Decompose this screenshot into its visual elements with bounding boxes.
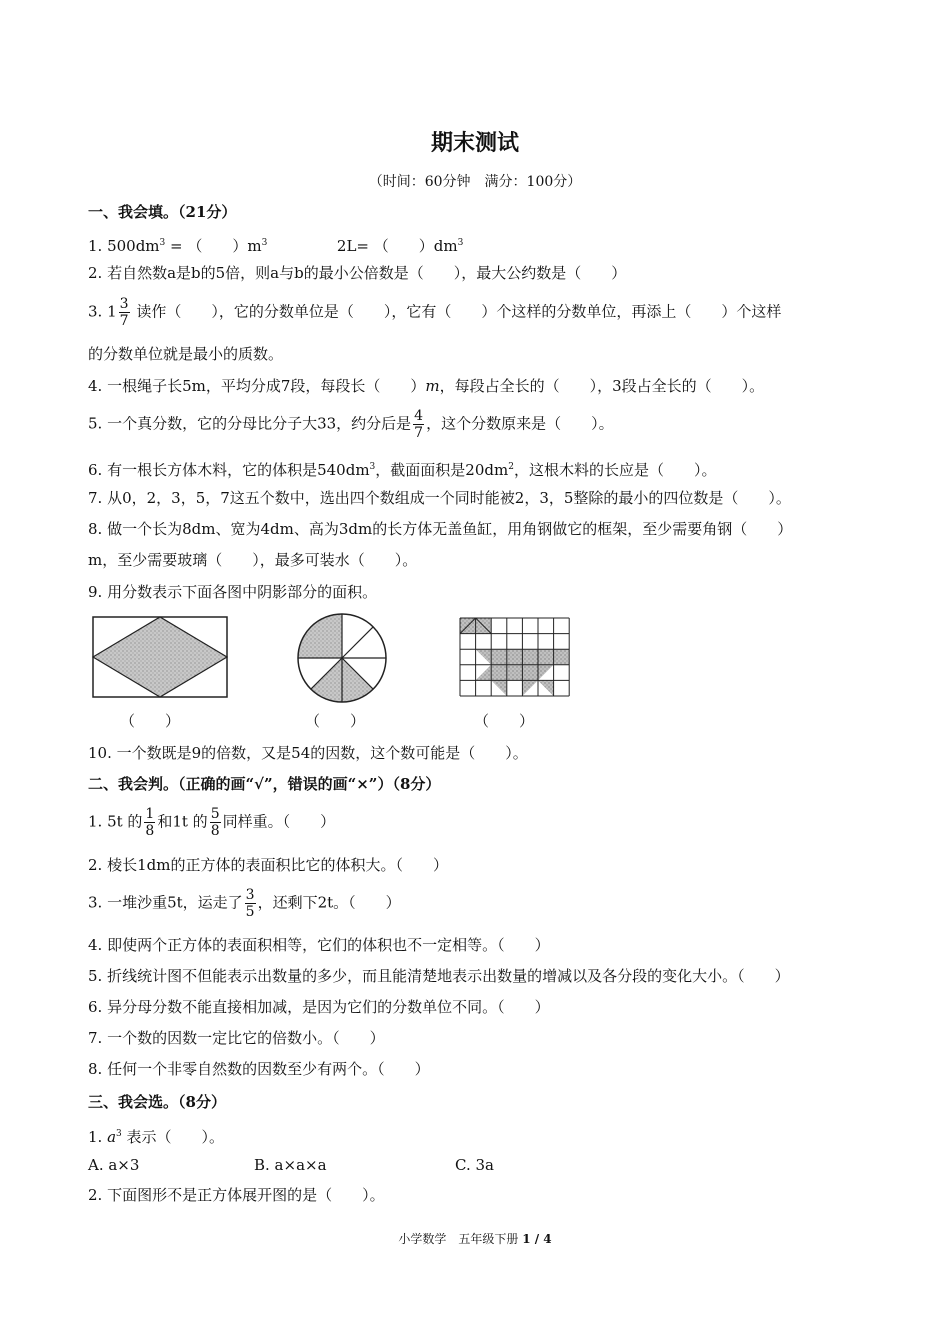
s3-q1-option-c[interactable]: C. 3a xyxy=(455,1156,494,1174)
footer-subject: 小学数学 五年级下册 xyxy=(398,1232,519,1246)
s1-q8-line2: m，至少需要玻璃（ ），最多可装水（ ）。 xyxy=(88,551,418,569)
s2-q4: 4. 即使两个正方体的表面积相等，它们的体积也不一定相等。（ ） xyxy=(88,936,550,954)
s1-q7: 7. 从0，2，3，5，7这五个数中，选出四个数组成一个同时能被2，3，5整除的最小的四位数是（ ）。 xyxy=(88,489,791,507)
s3-q1-option-a[interactable]: A. a×3 xyxy=(88,1156,140,1174)
q9-answer-blank-2[interactable]: （ ） xyxy=(305,712,366,730)
s1-q10: 10. 一个数既是9的倍数，又是54的因数，这个数可能是（ ）。 xyxy=(88,744,528,762)
s1-q2: 2. 若自然数a是b的5倍，则a与b的最小公倍数是（ ），最大公约数是（ ） xyxy=(88,264,627,282)
s2-q3: 3. 一堆沙重5t，运走了 $\frac{3}{5}$ ，还剩下2t。（ ） xyxy=(88,887,401,920)
s1-q5: 5. 一个真分数，它的分母比分子大33，约分后是 $\frac{4}{7}$ ，这个分数原来是（ ）。 xyxy=(88,408,614,441)
figure-rhombus-in-rectangle xyxy=(90,614,230,700)
s2-q2: 2. 棱长1dm的正方体的表面积比它的体积大。（ ） xyxy=(88,856,448,874)
section3-heading: 三、我会选。（8分） xyxy=(88,1093,226,1111)
s1-q3-line2: 的分数单位就是最小的质数。 xyxy=(88,345,284,363)
s3-q2: 2. 下面图形不是正方体展开图的是（ ）。 xyxy=(88,1186,385,1204)
s2-q7: 7. 一个数的因数一定比它的倍数小。（ ） xyxy=(88,1029,385,1047)
exam-info: （时间：60分钟 满分：100分） xyxy=(368,174,582,190)
s3-q1-option-b[interactable]: B. a×a×a xyxy=(254,1156,327,1174)
s1-q6: 6. 有一根长方体木料，它的体积是$540dm^3$，截面面积是$20dm^2$，这根木料的长应是（ ）。 xyxy=(88,461,717,479)
s1-q8-line1: 8. 做一个长为8dm、宽为4dm、高为3dm的长方体无盖鱼缸，用角钢做它的框架，至少需要角钢（ ） xyxy=(88,520,793,538)
section1-heading: 一、我会填。（21分） xyxy=(88,203,237,221)
q9-answer-blank-3[interactable]: （ ） xyxy=(474,712,535,730)
s2-q8: 8. 任何一个非零自然数的因数至少有两个。（ ） xyxy=(88,1060,430,1078)
s1-q4: 4. 一根绳子长5m，平均分成7段，每段长（ ）m，每段占全长的（ ），3段占全长的（ ）。 xyxy=(88,377,765,395)
s1-q9: 9. 用分数表示下面各图中阴影部分的面积。 xyxy=(88,583,378,601)
s2-q6: 6. 异分母分数不能直接相加减，是因为它们的分数单位不同。（ ） xyxy=(88,998,550,1016)
page-footer xyxy=(0,1230,950,1247)
page-title: 期末测试 xyxy=(430,130,519,156)
s1-q1: 1. $500dm^3$ = （ ）$m^3$ 2L= （ ）$dm^3$ xyxy=(88,237,464,255)
s2-q1: 1. 5t 的 $\frac{1}{8}$ 和1t 的 $\frac{5}{8}$ 同样重。（ ） xyxy=(88,806,336,839)
section2-heading: 二、我会判。（正确的画“√”，错误的画“×”）（8分） xyxy=(88,775,441,793)
s3-q1: 1. $a^3$ 表示（ ）。 xyxy=(88,1128,225,1146)
figure-grid-shape xyxy=(458,616,572,698)
q9-answer-blank-1[interactable]: （ ） xyxy=(120,712,181,730)
figure-circle-sectors xyxy=(296,612,388,704)
page-number: 1 / 4 xyxy=(522,1232,552,1246)
s2-q5: 5. 折线统计图不但能表示出数量的多少，而且能清楚地表示出数量的增减以及各分段的变化大小。（ ） xyxy=(88,967,790,985)
s1-q3: 3. 1 $\frac{3}{7}$ 读作（ ），它的分数单位是（ ），它有（ ）个这样的分数单位，再添上（ ）个这样 xyxy=(88,296,782,329)
